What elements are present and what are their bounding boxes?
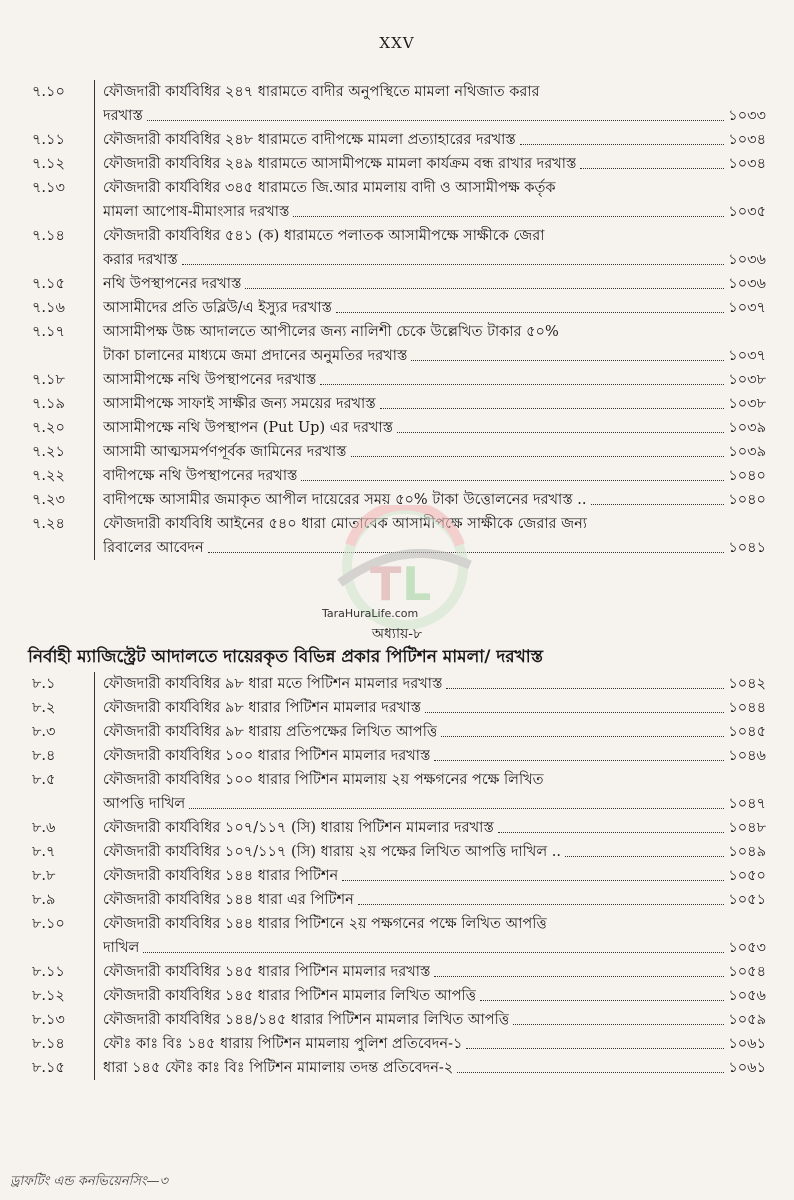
entry-divider xyxy=(94,1008,95,1032)
entry-number: ৮.১০ xyxy=(32,916,65,932)
dot-leader xyxy=(380,408,725,409)
entry-divider xyxy=(94,296,95,320)
entry-page-number: ১০৪০ xyxy=(728,492,766,508)
toc-entry xyxy=(28,864,766,888)
entry-divider xyxy=(94,840,95,864)
entry-divider xyxy=(94,392,95,416)
entry-page-number: ১০৩৭ xyxy=(728,300,766,316)
dot-leader xyxy=(425,712,724,713)
entry-number: ৮.৮ xyxy=(32,868,56,884)
entry-title: ফৌজদারী কার্যবিধির ৯৮ ধারা মতে পিটিশন মামলার দরখাস্ত xyxy=(103,676,443,692)
entry-page-number: ১০৪০ xyxy=(728,468,766,484)
entry-body xyxy=(103,296,766,320)
entry-body xyxy=(103,176,766,224)
entry-title: ফৌজদারী কার্যবিধির ১০৭/১১৭ (সি) ধারায় ২য় পক্ষের লিখিত আপত্তি দাখিল .. xyxy=(103,844,561,860)
toc-entry xyxy=(28,464,766,488)
entry-divider xyxy=(94,720,95,744)
entry-page-number: ১০৪৭ xyxy=(728,796,766,812)
toc-entry xyxy=(28,696,766,720)
toc-entry xyxy=(28,80,766,128)
page-number: XXV xyxy=(379,34,415,52)
entry-title: আসামীপক্ষে নথি উপস্থাপনের দরখাস্ত xyxy=(103,372,317,388)
entry-number: ৭.১৯ xyxy=(32,396,65,412)
entry-number: ৮.৬ xyxy=(32,820,56,836)
entry-page-number: ১০৪৫ xyxy=(728,724,766,740)
entry-title: ফৌজদারী কার্যবিধির ২৪৮ ধারামতে বাদীপক্ষে মামলা প্রত্যাহারের দরখাস্ত xyxy=(103,132,516,148)
entry-page-number: ১০৩৪ xyxy=(728,156,766,172)
dot-leader xyxy=(591,504,725,505)
entry-page-number: ১০৪২ xyxy=(728,676,766,692)
entry-body xyxy=(103,440,766,464)
entry-divider xyxy=(94,984,95,1008)
entry-title: দাখিল xyxy=(103,940,140,956)
toc-entry xyxy=(28,176,766,224)
toc-entry xyxy=(28,1032,766,1056)
toc-entry xyxy=(28,672,766,696)
entry-title: আপত্তি দাখিল xyxy=(103,796,186,812)
entry-divider xyxy=(94,864,95,888)
toc-entry xyxy=(28,816,766,840)
entry-page-number: ১০৩৯ xyxy=(728,420,766,436)
entry-title-line: আসামীপক্ষ উচ্চ আদালতে আপীলের জন্য নালিশী চেকে উল্লেখিত টাকার ৫০% xyxy=(103,324,559,340)
toc-entry xyxy=(28,888,766,912)
entry-page-number: ১০৫৬ xyxy=(728,988,766,1004)
entry-number: ৮.২ xyxy=(32,700,56,716)
entry-title: দরখাস্ত xyxy=(103,108,143,124)
entry-number: ৭.১২ xyxy=(32,156,65,172)
entry-title: রিবালের আবেদন xyxy=(103,540,204,556)
entry-number: ৭.২২ xyxy=(32,468,65,484)
entry-number: ৮.১১ xyxy=(32,964,65,980)
toc-entry xyxy=(28,720,766,744)
entry-body xyxy=(103,272,766,296)
entry-body xyxy=(103,1008,766,1032)
entry-title: বাদীপক্ষে নথি উপস্থাপনের দরখাস্ত xyxy=(103,468,298,484)
entry-number: ৮.৭ xyxy=(32,844,56,860)
entry-title: ফৌজদারী কার্যবিধির ১৪৪ ধারার পিটিশন xyxy=(103,868,339,884)
entry-number: ৮.১ xyxy=(32,676,56,692)
entry-title: আসামীপক্ষে নথি উপস্থাপন (Put Up) এর দরখাস্ত xyxy=(103,420,394,436)
entry-number: ৮.৯ xyxy=(32,892,56,908)
entry-title: ধারা ১৪৫ ফৌঃ কাঃ বিঃ পিটিশন মামালায় তদন্ত প্রতিবেদন-২ xyxy=(103,1060,454,1076)
entry-divider xyxy=(94,128,95,152)
entry-number: ৭.১৮ xyxy=(32,372,65,388)
dot-leader xyxy=(320,384,724,385)
entry-body xyxy=(103,888,766,912)
entry-divider xyxy=(94,272,95,296)
dot-leader xyxy=(182,264,725,265)
entry-body xyxy=(103,152,766,176)
entry-divider xyxy=(94,768,95,816)
dot-leader xyxy=(498,832,725,833)
entry-page-number: ১০৫১ xyxy=(728,892,766,908)
entry-number: ৮.১৩ xyxy=(32,1012,65,1028)
entry-body xyxy=(103,1032,766,1056)
entry-title: আসামীদের প্রতি ডব্লিউ/এ ইস্যুর দরখাস্ত xyxy=(103,300,332,316)
entry-divider xyxy=(94,672,95,696)
dot-leader xyxy=(397,432,724,433)
dot-leader xyxy=(411,360,724,361)
dot-leader xyxy=(513,1024,724,1025)
entry-page-number: ১০৩৭ xyxy=(728,348,766,364)
entry-number: ৭.১৭ xyxy=(32,324,65,340)
entry-title: নথি উপস্থাপনের দরখাস্ত xyxy=(103,276,242,292)
entry-page-number: ১০৪৯ xyxy=(728,844,766,860)
entry-title-line: ফৌজদারী কার্যবিধির ১০০ ধারার পিটিশন মামলায় ২য় পক্ষগনের পক্ষে লিখিত xyxy=(103,772,544,788)
dot-leader xyxy=(147,120,725,121)
entry-body xyxy=(103,672,766,696)
entry-body xyxy=(103,128,766,152)
entry-title: ফৌজদারী কার্যবিধির ৯৮ ধারায় প্রতিপক্ষের লিখিত আপত্তি xyxy=(103,724,438,740)
entry-number: ৮.১৪ xyxy=(32,1036,65,1052)
entry-title: ফৌজদারী কার্যবিধির ১০৭/১১৭ (সি) ধারায় পিটিশন মামলার দরখাস্ত xyxy=(103,820,494,836)
entry-page-number: ১০৩৯ xyxy=(728,444,766,460)
entry-number: ৭.২৩ xyxy=(32,492,65,508)
toc-entry xyxy=(28,320,766,368)
entry-number: ৭.১৬ xyxy=(32,300,65,316)
toc-entry xyxy=(28,272,766,296)
entry-body xyxy=(103,696,766,720)
toc-entry xyxy=(28,984,766,1008)
entry-divider xyxy=(94,960,95,984)
dot-leader xyxy=(466,1048,724,1049)
entry-number: ৮.১২ xyxy=(32,988,65,1004)
entry-number: ৮.৩ xyxy=(32,724,56,740)
entry-page-number: ১০৪১ xyxy=(728,540,766,556)
dot-leader xyxy=(580,168,724,169)
entry-divider xyxy=(94,368,95,392)
entry-title: ফৌজদারী কার্যবিধির ১৪৫ ধারার পিটিশন মামলার দরখাস্ত xyxy=(103,964,431,980)
entry-title: ফৌজদারী কার্যবিধির ১৪৫ ধারার পিটিশন মামলার লিখিত আপত্তি xyxy=(103,988,477,1004)
entry-divider xyxy=(94,696,95,720)
toc-entry xyxy=(28,296,766,320)
page-footer: ড্রাফটিং এন্ড কনভিয়েনসিং—৩ xyxy=(10,1174,168,1189)
entry-title-line: ফৌজদারী কার্যবিধির ২৪৭ ধারামতে বাদীর অনুপস্থিতে মামলা নথিজাত করার xyxy=(103,84,540,100)
entry-number: ৭.১৩ xyxy=(32,180,65,196)
dot-leader xyxy=(434,760,724,761)
entry-body xyxy=(103,912,766,960)
entry-number: ৭.২০ xyxy=(32,420,65,436)
entry-number: ৭.১৪ xyxy=(32,228,65,244)
toc-entry xyxy=(28,912,766,960)
toc-entry xyxy=(28,368,766,392)
entry-page-number: ১০৫০ xyxy=(728,868,766,884)
entry-body xyxy=(103,416,766,440)
entry-page-number: ১০৫৪ xyxy=(728,964,766,980)
dot-leader xyxy=(457,1072,724,1073)
entry-title: করার দরখাস্ত xyxy=(103,252,178,268)
toc-section-chapter-7 xyxy=(28,80,766,560)
entry-body xyxy=(103,744,766,768)
entry-divider xyxy=(94,416,95,440)
entry-number: ৭.১১ xyxy=(32,132,65,148)
svg-text:T: T xyxy=(370,557,402,611)
entry-page-number: ১০৩৮ xyxy=(728,396,766,412)
entry-divider xyxy=(94,816,95,840)
entry-page-number: ১০৪৮ xyxy=(728,820,766,836)
entry-divider xyxy=(94,440,95,464)
entry-body xyxy=(103,464,766,488)
entry-divider xyxy=(94,152,95,176)
toc-entry xyxy=(28,224,766,272)
entry-body xyxy=(103,1056,766,1080)
toc-entry xyxy=(28,768,766,816)
entry-page-number: ১০৩৬ xyxy=(728,252,766,268)
chapter-title: অধ্যায়-৮ xyxy=(371,626,423,642)
dot-leader xyxy=(358,904,725,905)
entry-number: ৮.১৫ xyxy=(32,1060,65,1076)
entry-page-number: ১০৩৬ xyxy=(728,276,766,292)
entry-page-number: ১০৩৪ xyxy=(728,132,766,148)
entry-title: টাকা চালানের মাধ্যমে জমা প্রদানের অনুমতির দরখাস্ত xyxy=(103,348,408,364)
entry-title-line: ফৌজদারী কার্যবিধির ৩৪৫ ধারামতে জি.আর মামলায় বাদী ও আসামীপক্ষ কর্তৃক xyxy=(103,180,556,196)
toc-entry xyxy=(28,744,766,768)
dot-leader xyxy=(565,856,724,857)
entry-page-number: ১০৪৬ xyxy=(728,748,766,764)
entry-page-number: ১০৩৮ xyxy=(728,372,766,388)
toc-entry xyxy=(28,440,766,464)
toc-entry xyxy=(28,416,766,440)
entry-page-number: ১০৫৯ xyxy=(728,1012,766,1028)
dot-leader xyxy=(446,688,724,689)
entry-body xyxy=(103,984,766,1008)
entry-title: ফৌজদারী কার্যবিধির ১৪৪ ধারা এর পিটিশন xyxy=(103,892,354,908)
dot-leader xyxy=(351,456,725,457)
entry-title: ফৌঃ কাঃ বিঃ ১৪৫ ধারায় পিটিশন মামলায় পুলিশ প্রতিবেদন-১ xyxy=(103,1036,463,1052)
entry-number: ৭.২১ xyxy=(32,444,65,460)
entry-body xyxy=(103,960,766,984)
entry-body xyxy=(103,864,766,888)
entry-page-number: ১০৬১ xyxy=(728,1060,766,1076)
dot-leader xyxy=(342,880,724,881)
dot-leader xyxy=(336,312,724,313)
entry-page-number: ১০৩৩ xyxy=(728,108,766,124)
entry-title-line: ফৌজদারী কার্যবিধি আইনের ৫৪০ ধারা মোতাবেক আসামীপক্ষে সাক্ষীকে জেরার জন্য xyxy=(103,516,587,532)
entry-divider xyxy=(94,320,95,368)
entry-page-number: ১০৬১ xyxy=(728,1036,766,1052)
entry-title: ফৌজদারী কার্যবিধির ৯৮ ধারার পিটিশন মামলার দরখাস্ত xyxy=(103,700,421,716)
entry-divider xyxy=(94,176,95,224)
dot-leader xyxy=(293,216,724,217)
entry-title: আসামীপক্ষে সাফাই সাক্ষীর জন্য সময়ের দরখাস্ত xyxy=(103,396,376,412)
entry-number: ৮.৪ xyxy=(32,748,56,764)
entry-title: ফৌজদারী কার্যবিধির ২৪৯ ধারামতে আসামীপক্ষে মামলা কার্যক্রম বন্ধ রাখার দরখাস্ত xyxy=(103,156,577,172)
entry-divider xyxy=(94,912,95,960)
entry-number: ৭.২৪ xyxy=(32,516,65,532)
entry-title: আসামী আত্মসমর্পণপূর্বক জামিনের দরখাস্ত xyxy=(103,444,347,460)
entry-body xyxy=(103,816,766,840)
dot-leader xyxy=(143,952,724,953)
toc-entry xyxy=(28,840,766,864)
watermark-text: TaraHuraLife.com xyxy=(322,607,419,620)
dot-leader xyxy=(480,1000,724,1001)
entry-body xyxy=(103,368,766,392)
dot-leader xyxy=(520,144,725,145)
dot-leader xyxy=(434,976,724,977)
entry-body xyxy=(103,720,766,744)
entry-divider xyxy=(94,224,95,272)
entry-title: মামলা আপোষ-মীমাংসার দরখাস্ত xyxy=(103,204,290,220)
entry-body xyxy=(103,840,766,864)
section-heading: নির্বাহী ম্যাজিস্ট্রেট আদালতে দায়েরকৃত বিভিন্ন প্রকার পিটিশন মামলা/ দরখাস্ত xyxy=(28,647,543,667)
entry-title-line: ফৌজদারী কার্যবিধির ১৪৪ ধারার পিটিশনে ২য় পক্ষগনের পক্ষে লিখিত আপত্তি xyxy=(103,916,547,932)
entry-title: ফৌজদারী কার্যবিধির ১৪৪/১৪৫ ধারার পিটিশন মামলার লিখিত আপত্তি xyxy=(103,1012,510,1028)
entry-title: ফৌজদারী কার্যবিধির ১০০ ধারার পিটিশন মামলার দরখাস্ত xyxy=(103,748,431,764)
entry-divider xyxy=(94,80,95,128)
entry-body xyxy=(103,80,766,128)
entry-divider xyxy=(94,464,95,488)
dot-leader xyxy=(301,480,724,481)
entry-page-number: ১০৫৩ xyxy=(728,940,766,956)
entry-body xyxy=(103,224,766,272)
entry-divider xyxy=(94,888,95,912)
entry-number: ৭.১০ xyxy=(32,84,65,100)
entry-title: বাদীপক্ষে আসামীর জমাকৃত আপীল দায়েরের সময় ৫০% টাকা উত্তোলনের দরখাস্ত .. xyxy=(103,492,587,508)
toc-entry xyxy=(28,392,766,416)
toc-entry xyxy=(28,960,766,984)
toc-entry xyxy=(28,1056,766,1080)
entry-body xyxy=(103,768,766,816)
entry-number: ৭.১৫ xyxy=(32,276,65,292)
entry-divider xyxy=(94,1056,95,1080)
entry-page-number: ১০৪৪ xyxy=(728,700,766,716)
entry-divider xyxy=(94,512,95,560)
entry-body xyxy=(103,320,766,368)
dot-leader xyxy=(441,736,724,737)
toc-entry xyxy=(28,1008,766,1032)
toc-entry xyxy=(28,128,766,152)
dot-leader xyxy=(245,288,724,289)
entry-body xyxy=(103,392,766,416)
entry-page-number: ১০৩৫ xyxy=(728,204,766,220)
dot-leader xyxy=(189,808,724,809)
entry-divider xyxy=(94,1032,95,1056)
svg-text:L: L xyxy=(402,557,432,611)
toc-section-chapter-8 xyxy=(28,672,766,1080)
entry-divider xyxy=(94,488,95,512)
entry-title-line: ফৌজদারী কার্যবিধির ৫৪১ (ক) ধারামতে পলাতক আসামীপক্ষে সাক্ষীকে জেরা xyxy=(103,228,545,244)
entry-divider xyxy=(94,744,95,768)
entry-number: ৮.৫ xyxy=(32,772,56,788)
toc-entry xyxy=(28,152,766,176)
